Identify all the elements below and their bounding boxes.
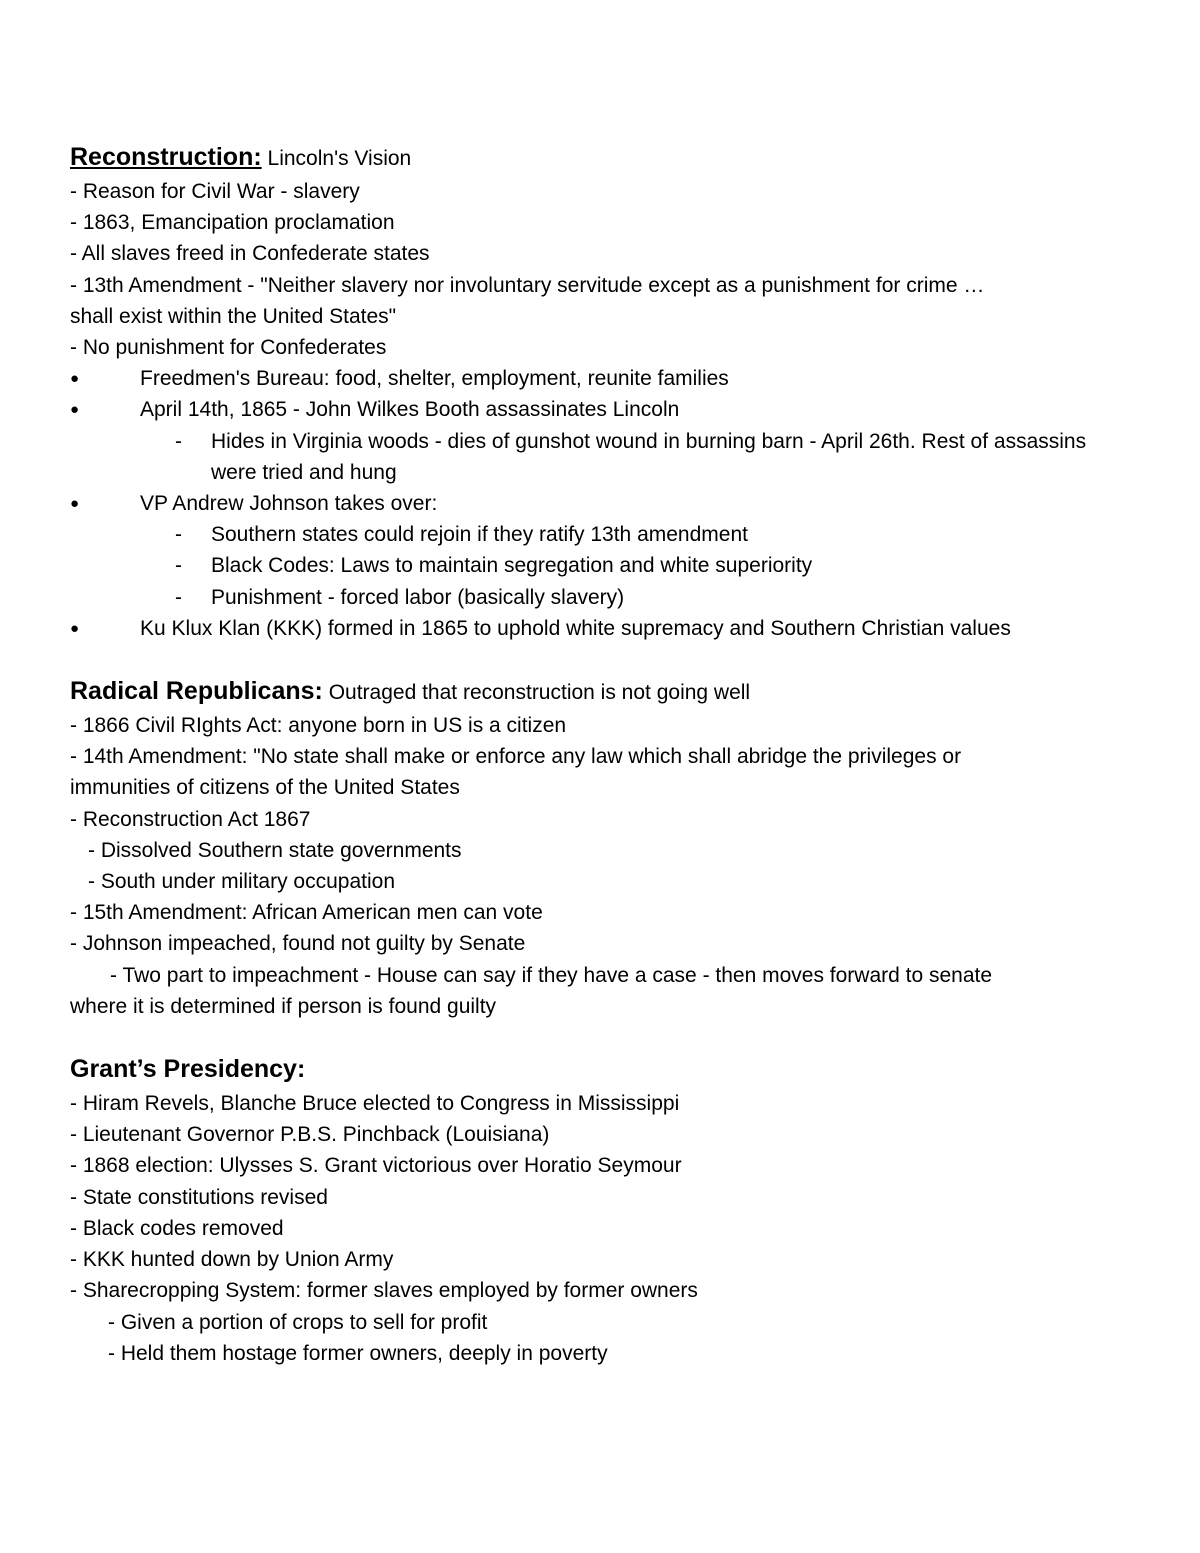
list-item [70, 488, 1130, 519]
text-line: - 1868 election: Ulysses S. Grant victorious over Horatio Seymour [70, 1154, 682, 1178]
sub-list-item [70, 426, 1130, 488]
dash-icon: - [175, 554, 182, 578]
text-line: shall exist within the United States" [70, 304, 397, 328]
text-line: - Reconstruction Act 1867 [70, 807, 311, 831]
section-heading: Reconstruction: [70, 143, 262, 171]
sub-item-text: Punishment - forced labor (basically slavery) [211, 585, 625, 609]
section-subtitle: Outraged that reconstruction is not going well [322, 681, 751, 705]
sub-list-item [70, 550, 1130, 581]
section-subtitle: Lincoln's Vision [261, 147, 412, 170]
text-line: - Two part to impeachment - House can say if they have a case - then moves forward to senate [110, 963, 993, 987]
bullet-text: April 14th, 1865 - John Wilkes Booth assassinates Lincoln [140, 398, 680, 422]
list-item [70, 394, 1130, 425]
section-radical-republicans-title [70, 674, 1130, 710]
bullet-icon: ● [70, 619, 80, 637]
text-line: - 13th Amendment - "Neither slavery nor involuntary servitude except as a punishment for crime … [70, 273, 985, 297]
text-line: - No punishment for Confederates [70, 336, 387, 360]
text-line: - Hiram Revels, Blanche Bruce elected to Congress in Mississippi [70, 1092, 680, 1116]
bullet-text: Freedmen's Bureau: food, shelter, employment, reunite families [140, 367, 729, 391]
text-line: - South under military occupation [88, 870, 395, 894]
text-line: - Given a portion of crops to sell for profit [108, 1310, 488, 1334]
sub-item-text: Southern states could rejoin if they ratify 13th amendment [211, 523, 748, 547]
sub-list-item [70, 582, 1130, 613]
text-line: - 15th Amendment: African American men can vote [70, 901, 543, 925]
text-line: - All slaves freed in Confederate states [70, 242, 430, 266]
bullet-text: VP Andrew Johnson takes over: [140, 492, 438, 516]
list-item [70, 363, 1130, 394]
sub-list-item [70, 519, 1130, 550]
text-line: - Black codes removed [70, 1216, 284, 1240]
text-line: - 14th Amendment: "No state shall make or enforce any law which shall abridge the privileges or [70, 745, 962, 769]
text-line: immunities of citizens of the United States [70, 776, 460, 800]
dash-icon: - [175, 585, 182, 609]
section-heading: Grant’s Presidency: [70, 1055, 306, 1084]
text-line: - Johnson impeached, found not guilty by Senate [70, 932, 526, 956]
text-line: - Held them hostage former owners, deeply in poverty [108, 1341, 608, 1365]
list-item [70, 613, 1130, 644]
text-line: where it is determined if person is found guilty [70, 994, 497, 1018]
text-line: - 1863, Emancipation proclamation [70, 211, 395, 235]
text-line: - KKK hunted down by Union Army [70, 1248, 394, 1272]
text-line: - Sharecropping System: former slaves employed by former owners [70, 1279, 698, 1303]
text-line: - Dissolved Southern state governments [88, 838, 462, 862]
sub-item-text: Black Codes: Laws to maintain segregation and white superiority [211, 554, 813, 578]
dash-icon: - [175, 429, 182, 453]
dash-icon: - [175, 523, 182, 547]
section-heading: Radical Republicans: [70, 677, 323, 706]
section-spacer [70, 1022, 1130, 1052]
section-spacer [70, 644, 1130, 674]
text-line: - Lieutenant Governor P.B.S. Pinchback (Louisiana) [70, 1123, 550, 1147]
bullet-icon: ● [70, 495, 80, 513]
bullet-icon: ● [70, 370, 80, 388]
section-grants-presidency-title [70, 1052, 1130, 1088]
document-page [70, 140, 1130, 1369]
text-line: - 1866 Civil RIghts Act: anyone born in US is a citizen [70, 714, 567, 738]
bullet-icon: ● [70, 401, 80, 419]
text-line: - Reason for Civil War - slavery [70, 180, 360, 203]
section-reconstruction-title [70, 140, 1130, 176]
sub-item-text: Hides in Virginia woods - dies of gunshot wound in burning barn - April 26th. Rest of assassins were tried and hung [211, 429, 1087, 484]
bullet-text: Ku Klux Klan (KKK) formed in 1865 to uphold white supremacy and Southern Christian values [140, 616, 1011, 640]
text-line: - State constitutions revised [70, 1185, 328, 1209]
